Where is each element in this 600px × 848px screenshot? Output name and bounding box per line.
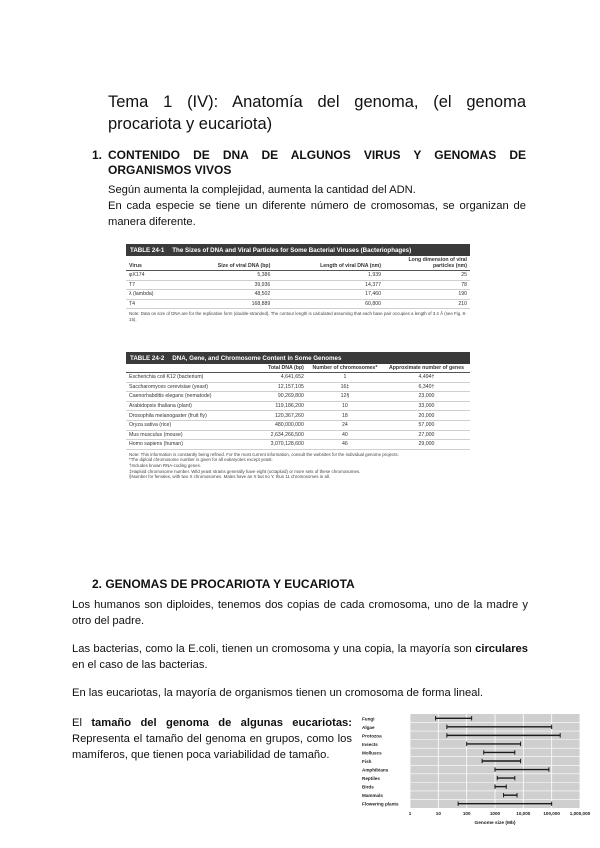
table-row <box>126 299 470 309</box>
table-cell: 6,340† <box>383 382 470 392</box>
table-cell: 40 <box>307 430 383 440</box>
table-cell: 33,000 <box>383 401 470 411</box>
chart-tick-label: 1 <box>408 811 412 816</box>
chart-category-label: Birds <box>362 784 374 790</box>
genome-size-chart <box>358 712 591 836</box>
paragraph-4-bold: tamaño del genoma de algunas eucariotas: <box>91 717 352 729</box>
paragraph-2-pre: Las bacterias, como la E.coli, tienen un cromosoma y una copia, la mayoría son <box>72 643 476 655</box>
table-row <box>126 382 470 392</box>
table-cell: T4 <box>126 299 176 309</box>
table-cell: Arabidopsis thaliana (plant) <box>126 401 262 411</box>
table-24-1-col-header: Virus <box>126 256 176 271</box>
table-cell: 5,386 <box>176 271 273 281</box>
table-cell: T7 <box>126 280 176 290</box>
chart-category-label: Protozoa <box>362 733 382 739</box>
table-cell: 480,000,000 <box>262 420 307 430</box>
chart-category-label: Algae <box>362 724 375 730</box>
table-cell: 12§ <box>307 392 383 402</box>
table-cell: 27,000 <box>383 430 470 440</box>
table-24-2-notes <box>126 450 470 482</box>
table-row <box>126 271 470 281</box>
table-24-2-note: ‡Haploid chromosome number. Wild yeast strains generally have eight (octaploid) or more sets of these chromosomes. <box>129 468 361 474</box>
table-cell: Saccharomyces cerevisiae (yeast) <box>126 382 262 392</box>
table-24-2-note: †Includes known RNA-coding genes. <box>129 462 201 468</box>
chart-category-label: Flowering plants <box>362 801 399 807</box>
table-cell: Caenorhabditis elegans (nematode) <box>126 392 262 402</box>
table-cell: 20,000 <box>383 411 470 421</box>
table-24-2-col-header: Approximate number of genes <box>383 364 470 373</box>
chart-category-label: Fish <box>362 759 372 764</box>
chart-tick-label: 100,000 <box>543 811 560 816</box>
table-cell: 2,634,266,500 <box>262 430 307 440</box>
table-24-1-col-header: Long dimension of viral particles (nm) <box>384 256 470 271</box>
table-24-1 <box>126 244 470 325</box>
table-cell: 60,800 <box>273 299 384 309</box>
chart-tick-label: 10,000 <box>516 811 531 816</box>
section-2-paragraph-3 <box>72 685 528 701</box>
table-cell: 210 <box>384 299 470 309</box>
table-row <box>126 430 470 440</box>
section-2-paragraph-1-text: Los humanos son diploides, tenemos dos copias de cada cromosoma, uno de la madre y otro del padre. <box>72 599 528 627</box>
table-24-1-note: Note: Data on size of DNA are for the replicative form (double-stranded). The contour length is calculated assuming that each base pair occupies a length of 3.4 Å (see Fig. 8-15). <box>129 311 467 322</box>
section-2-heading: 2. GENOMAS DE PROCARIOTA Y EUCARIOTA <box>92 577 355 591</box>
table-cell: 4,641,652 <box>262 373 307 383</box>
table-cell: 39,936 <box>176 280 273 290</box>
chart-category-label: Fungi <box>362 716 375 722</box>
table-cell: 18 <box>307 411 383 421</box>
table-24-1-col-header: Length of viral DNA (nm) <box>273 256 384 271</box>
table-cell: 1 <box>307 373 383 383</box>
table-24-2 <box>126 352 470 482</box>
table-cell: 10 <box>307 401 383 411</box>
table-24-2-col-header: Total DNA (bp) <box>262 364 307 373</box>
section-1-body <box>108 182 526 230</box>
table-cell: 16‡ <box>307 382 383 392</box>
section-1-title: CONTENIDO DE DNA DE ALGUNOS VIRUS Y GENOMAS DE ORGANISMOS VIVOS <box>108 148 526 177</box>
page-title: Tema 1 (IV): Anatomía del genoma, (el genoma procariota y eucariota) <box>108 93 526 133</box>
table-cell: 1,939 <box>273 271 384 281</box>
table-24-1-header <box>126 244 470 256</box>
table-cell: 4,494† <box>383 373 470 383</box>
section-1-heading <box>92 148 526 178</box>
section-2-paragraph-2 <box>72 641 528 673</box>
table-row <box>126 420 470 430</box>
paragraph-2-bold: circulares <box>475 643 528 655</box>
table-cell: Oryza sativa (rice) <box>126 420 262 430</box>
table-cell: 23,000 <box>383 392 470 402</box>
chart-category-label: Mammals <box>362 793 383 799</box>
paragraph-4-pre: El <box>72 717 92 729</box>
table-cell: 3,070,128,600 <box>262 440 307 450</box>
table-cell: 24 <box>307 420 383 430</box>
table-cell: 29,000 <box>383 440 470 450</box>
table-row <box>126 290 470 300</box>
table-cell: 190 <box>384 290 470 300</box>
table-cell: 119,186,200 <box>262 401 307 411</box>
table-24-2-header <box>126 352 470 364</box>
table-cell: 90,269,800 <box>262 392 307 402</box>
chart-x-axis-label: Genome size (Mb) <box>474 821 516 826</box>
section-2-paragraph-3-text: En las eucariotas, la mayoría de organismos tienen un cromosoma de forma lineal. <box>72 687 484 699</box>
table-row <box>126 280 470 290</box>
chart-category-label: Molluscs <box>362 750 382 756</box>
table-cell: 46 <box>307 440 383 450</box>
section-2-paragraph-1 <box>72 597 528 629</box>
table-cell: 48,502 <box>176 290 273 300</box>
table-row <box>126 411 470 421</box>
section-2-paragraph-4 <box>72 715 352 763</box>
table-cell: λ (lambda) <box>126 290 176 300</box>
table-cell: Mus musculus (mouse) <box>126 430 262 440</box>
section-1-paragraph-1: Según aumenta la complejidad, aumenta la cantidad del ADN. <box>108 184 416 196</box>
table-cell: 25 <box>384 271 470 281</box>
table-cell: Escherichia coli K12 (bacterium) <box>126 373 262 383</box>
table-row <box>126 373 470 383</box>
section-1-number: 1. <box>92 148 103 162</box>
chart-category-label: Amphibians <box>362 767 389 773</box>
table-row <box>126 392 470 402</box>
table-cell: 78 <box>384 280 470 290</box>
table-24-1-tag: TABLE 24-1 <box>130 246 165 254</box>
table-cell: 120,367,260 <box>262 411 307 421</box>
table-24-2-col-header: Number of chromosomes* <box>307 364 383 373</box>
section-2-paragraph-2-text <box>72 641 528 673</box>
table-cell: 17,460 <box>273 290 384 300</box>
table-cell: 14,377 <box>273 280 384 290</box>
paragraph-2-post: en el caso de las bacterias. <box>72 659 208 671</box>
table-cell: φX174 <box>126 271 176 281</box>
table-24-2-grid <box>126 364 470 450</box>
table-24-1-col-header: Size of viral DNA (bp) <box>176 256 273 271</box>
table-24-2-caption: DNA, Gene, and Chromosome Content in Some Genomes <box>172 354 342 362</box>
table-24-2-note: *The diploid chromosome number is given for all eukaryotes except yeast. <box>129 457 273 463</box>
table-24-2-note: §Number for females, with two X chromosomes. Males have an X but no Y, thus 11 chromosomes in all. <box>129 474 331 480</box>
table-24-2-tag: TABLE 24-2 <box>130 354 165 362</box>
table-row <box>126 401 470 411</box>
chart-tick-label: 1000 <box>489 811 501 816</box>
table-cell: Homo sapiens (human) <box>126 440 262 450</box>
paragraph-4-post: Representa el tamaño del genoma en grupos, como los mamíferos, que tienen poca variabilidad de tamaño. <box>72 733 352 761</box>
table-row <box>126 440 470 450</box>
chart-tick-label: 100 <box>462 811 471 816</box>
table-24-2-col-header <box>126 364 262 373</box>
table-cell: 57,000 <box>383 420 470 430</box>
table-cell: 12,157,105 <box>262 382 307 392</box>
table-24-2-note: Note: This information is constantly being refined. For the most current information, consult the websites for the individual genome projects. <box>129 451 399 457</box>
table-24-1-grid <box>126 256 470 309</box>
section-1-paragraph-2: En cada especie se tiene un diferente número de cromosomas, se organizan de manera diferente. <box>108 200 526 228</box>
chart-category-label: Insects <box>362 741 378 747</box>
chart-tick-label: 1,000,000 <box>569 811 591 816</box>
table-cell: 168,889 <box>176 299 273 309</box>
chart-category-label: Reptiles <box>362 776 380 782</box>
table-24-1-caption: The Sizes of DNA and Viral Particles for Some Bacterial Viruses (Bacteriophages) <box>172 246 412 254</box>
chart-tick-label: 10 <box>435 811 441 816</box>
table-cell: Drosophila melanogaster (fruit fly) <box>126 411 262 421</box>
